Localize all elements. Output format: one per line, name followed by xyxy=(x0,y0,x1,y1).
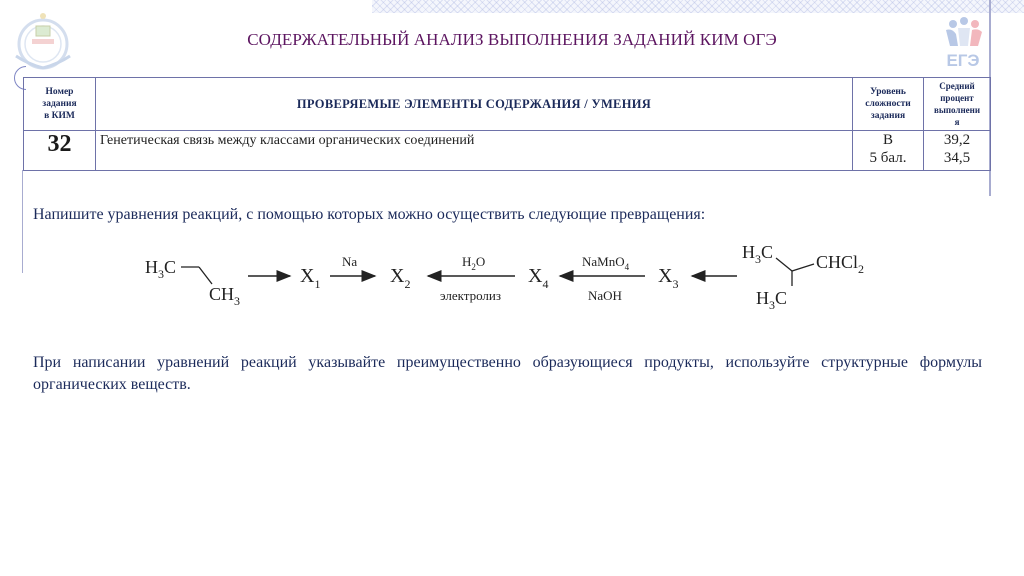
task-topic: Генетическая связь между классами органических соединений xyxy=(96,131,853,171)
decorative-vertical-line-left xyxy=(22,170,23,273)
header-percent-line: выполнени xyxy=(933,105,981,115)
header-level-line: Уровень xyxy=(870,87,906,97)
svg-text:X1: $X_1$ xyxy=(300,265,321,291)
header-number-line: Номер xyxy=(45,87,74,97)
table-header-row xyxy=(24,78,991,131)
svg-text:X3: $X_3$ xyxy=(658,265,679,291)
reagent-na: Na xyxy=(342,254,358,269)
condition-electrolysis: электролиз xyxy=(440,288,501,303)
task-number: 32 xyxy=(24,131,96,171)
task-percent xyxy=(924,131,991,171)
header-percent-line: я xyxy=(954,117,960,127)
header-level-line: задания xyxy=(870,111,906,121)
page-title: СОДЕРЖАТЕЛЬНЫЙ АНАЛИЗ ВЫПОЛНЕНИЯ ЗАДАНИЙ КИМ ОГЭ xyxy=(247,30,777,49)
svg-text:ЕГЭ: ЕГЭ xyxy=(946,51,980,70)
reaction-scheme xyxy=(130,238,890,318)
kim-analysis-table xyxy=(23,77,991,171)
points-value: 5 бал. xyxy=(869,150,907,166)
reagent-naoh: NaOH xyxy=(588,288,622,303)
svg-text:H3C: $H_3C$ xyxy=(756,288,788,312)
propane-structure xyxy=(145,257,240,308)
decorative-pattern-band xyxy=(372,0,1024,13)
header-level-line: сложности xyxy=(865,99,911,109)
header-number xyxy=(24,78,96,131)
task-note: При написании уравнений реакций указывайте преимущественно образующиеся продукты, используйте структурные формулы органических веществ. xyxy=(33,354,982,393)
task-level xyxy=(853,131,924,171)
svg-text:X2: $X_2$ xyxy=(390,265,411,291)
svg-text:H3C: $H_3C$ xyxy=(145,257,177,281)
header-level xyxy=(853,78,924,131)
header-percent-line: Средний xyxy=(939,81,975,91)
reagent-namno4: NaMnO$_4$ xyxy=(582,254,630,272)
percent-value-1: 39,2 xyxy=(943,132,971,148)
svg-text:CHCl2: CHCl$_2$ xyxy=(816,252,865,276)
task-instruction: Напишите уравнения реакций, с помощью которых можно осуществить следующие превращения: xyxy=(33,206,706,223)
svg-text:CH3: $CH_3$ xyxy=(209,284,241,308)
header-elements: ПРОВЕРЯЕМЫЕ ЭЛЕМЕНТЫ СОДЕРЖАНИЯ / УМЕНИЯ xyxy=(96,78,853,131)
svg-text:H3C: $H_3C$ xyxy=(742,242,774,266)
svg-text:X4: $X_4$ xyxy=(528,265,549,291)
percent-value-2: 34,5 xyxy=(943,150,971,166)
header-percent xyxy=(924,78,991,131)
difficulty-level: В xyxy=(882,132,893,148)
header-number-line: задания xyxy=(42,99,77,109)
header-number-line: в КИМ xyxy=(44,111,75,121)
header-percent-line: процент xyxy=(940,93,974,103)
dichloro-isobutane-structure xyxy=(742,242,864,312)
table-row xyxy=(24,131,991,171)
reagent-water: $H_2O$ xyxy=(462,254,486,272)
